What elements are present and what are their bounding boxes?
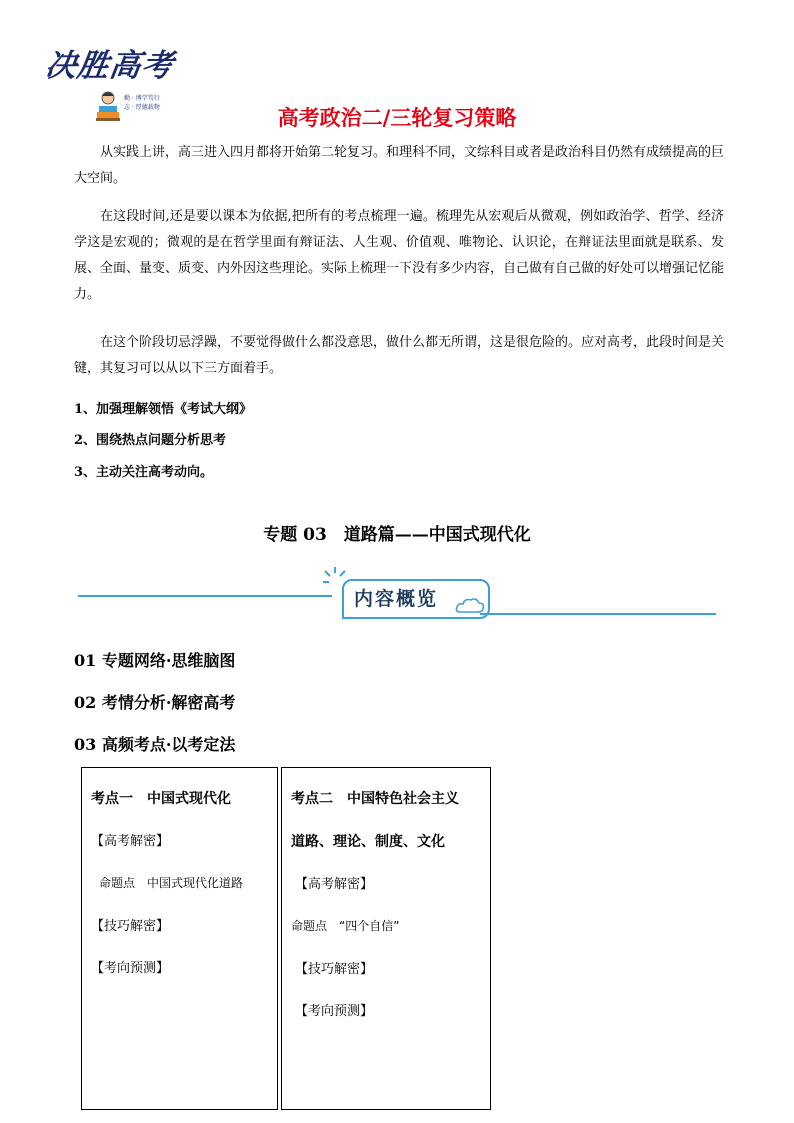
logo-text: 决胜高考 xyxy=(42,48,177,84)
list-item: 3、主动关注高考动向。 xyxy=(74,465,214,480)
paragraph: 在这个阶段切忌浮躁，不要觉得做什么都没意思，做什么都无所谓，这是很危险的。应对高考，此段时间是关键，其复习可以从以下三方面着手。 xyxy=(74,335,725,376)
topic-line: 【考向预测】 xyxy=(295,1004,374,1019)
toc-item: 01 专题网络·思维脑图 xyxy=(74,651,236,670)
overview-label: 内容概览 xyxy=(354,588,439,610)
topic-heading: 道路、理论、制度、文化 xyxy=(291,834,445,850)
list-item: 2、围绕热点问题分析思考 xyxy=(74,433,227,448)
toc-item: 02 考情分析·解密高考 xyxy=(74,693,236,712)
divider-line xyxy=(480,613,716,615)
topic-line: 【考向预测】 xyxy=(91,961,170,976)
paragraph: 从实践上讲，高三进入四月都将开始第二轮复习。和理科不同，文综科目或者是政治科目仍然有成绩提高的巨大空间。 xyxy=(74,145,725,186)
topic-line: 【技巧解密】 xyxy=(295,962,374,977)
topic-line: 命题点 “四个自信” xyxy=(291,919,400,933)
logo-motto-line: 志 · 厚德载物 xyxy=(124,104,160,111)
list-item: 1、加强理解领悟《考试大纲》 xyxy=(74,402,253,417)
toc-item: 03 高频考点·以考定法 xyxy=(74,735,236,754)
topic-line: 【高考解密】 xyxy=(91,834,170,849)
topic-heading: 考点一 中国式现代化 xyxy=(91,791,231,807)
section-title: 专题 03 道路篇——中国式现代化 xyxy=(263,525,531,545)
topic-box-2 xyxy=(281,767,491,1110)
paragraph: 在这段时间,还是要以课本为依据,把所有的考点梳理一遍。梳理先从宏观后从微观，例如政治学、哲学、经济学这是宏观的；微观的是在哲学里面有辩证法、人生观、价值观、唯物论、认识论，在辩证法里面就是联系、发展、全面、量变、质变、内外因这些理论。实际上梳理一下没有多少内容，自己做有自己做的好处可以增强记忆能力。 xyxy=(74,209,725,302)
logo-motto-line: 勤 · 博学笃行 xyxy=(124,95,160,102)
topic-line: 【高考解密】 xyxy=(295,877,374,892)
topic-line: 【技巧解密】 xyxy=(91,919,170,934)
topic-box-1 xyxy=(81,767,278,1110)
page-title: 高考政治二/三轮复习策略 xyxy=(277,106,517,130)
divider-line xyxy=(78,595,332,597)
topic-heading: 考点二 中国特色社会主义 xyxy=(291,791,459,807)
topic-line: 命题点 中国式现代化道路 xyxy=(99,876,244,890)
overview-banner xyxy=(78,566,718,620)
